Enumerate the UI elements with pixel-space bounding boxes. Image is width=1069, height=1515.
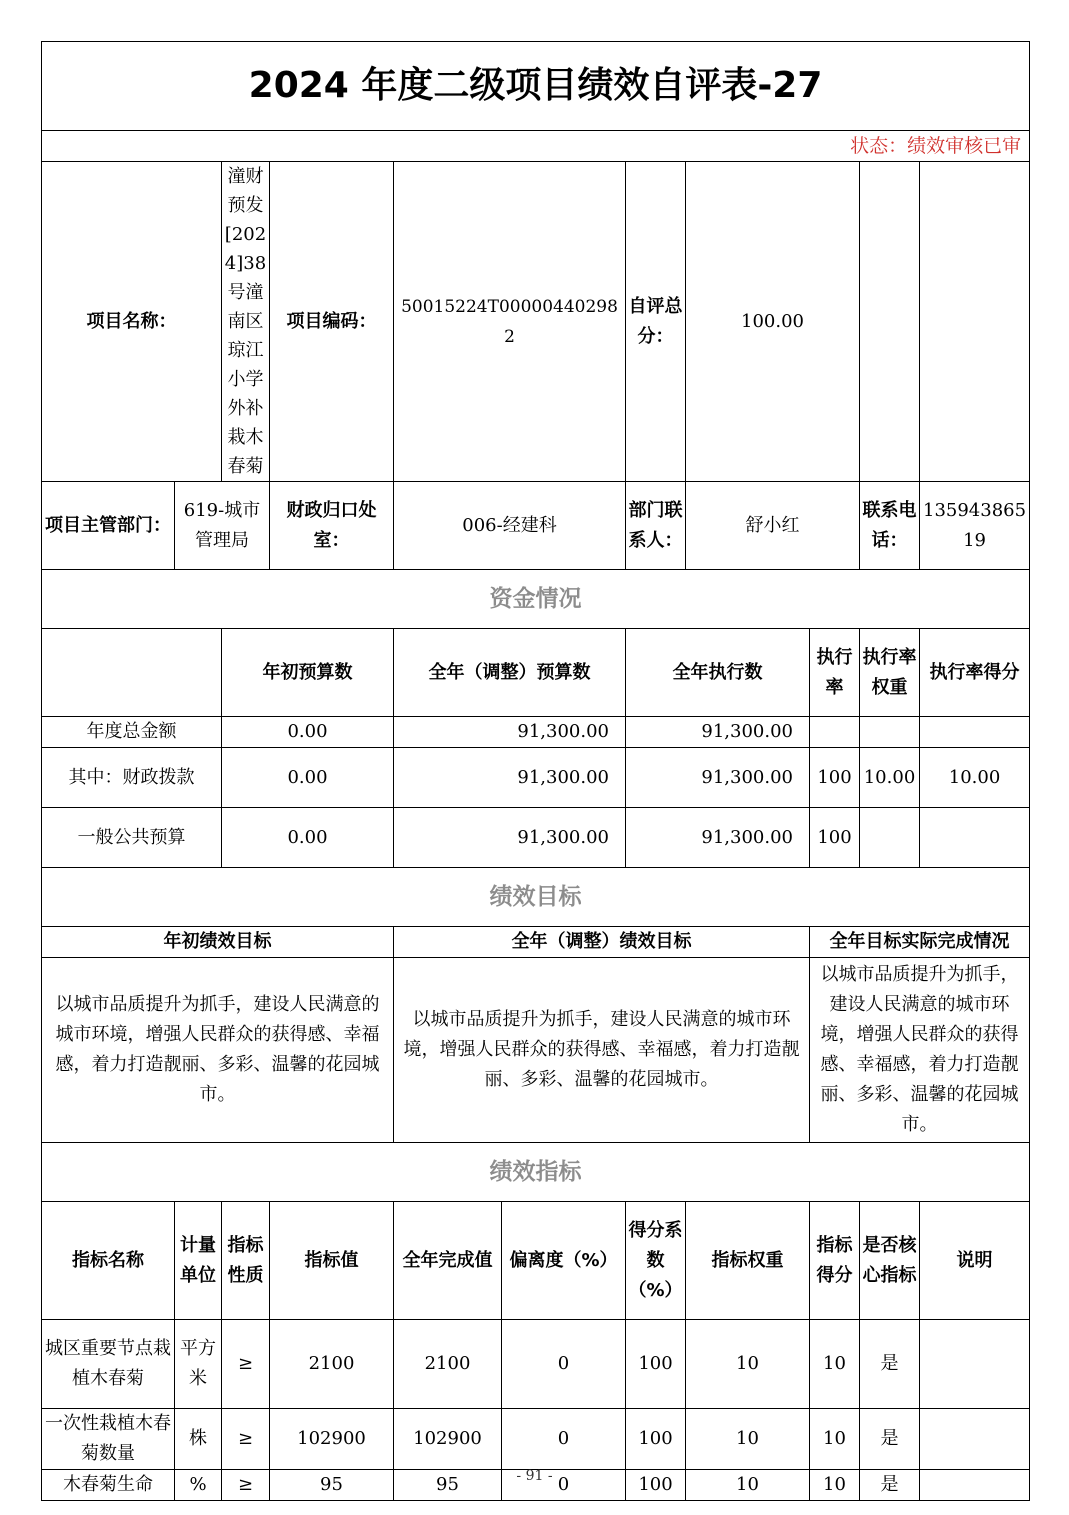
score-label: 自评总分： — [626, 162, 686, 482]
ind-unit: 株 — [175, 1409, 222, 1470]
ind-deviation: 0 — [502, 1409, 626, 1470]
project-code-label: 项目编码： — [270, 162, 394, 482]
funds-row-label: 其中：财政拨款 — [42, 748, 222, 808]
empty-cell — [920, 162, 1030, 482]
ind-header-target: 指标值 — [270, 1202, 394, 1320]
empty-cell — [860, 162, 920, 482]
ind-target: 95 — [270, 1470, 394, 1501]
ind-weight: 10 — [686, 1470, 810, 1501]
ind-deviation: 0 — [502, 1320, 626, 1409]
funds-row-score — [920, 717, 1030, 748]
dept-value: 619-城市管理局 — [175, 482, 270, 570]
funds-row-initial: 0.00 — [222, 748, 394, 808]
goals-header-initial: 年初绩效目标 — [42, 927, 394, 958]
ind-name: 一次性栽植木春菊数量 — [42, 1409, 175, 1470]
ind-actual: 102900 — [394, 1409, 502, 1470]
phone-value: 13594386519 — [920, 482, 1030, 570]
status-badge: 状态：绩效审核已审 — [42, 131, 1030, 162]
ind-actual: 95 — [394, 1470, 502, 1501]
indicators-section-title: 绩效指标 — [42, 1143, 1030, 1202]
ind-header-unit: 计量单位 — [175, 1202, 222, 1320]
ind-deviation: 0 — [502, 1470, 626, 1501]
contact-label: 部门联系人： — [626, 482, 686, 570]
funds-row-initial: 0.00 — [222, 808, 394, 868]
ind-nature: ≥ — [222, 1320, 270, 1409]
funds-row-rate: 100 — [810, 748, 860, 808]
funds-row-executed: 91,300.00 — [626, 748, 810, 808]
funds-row-adjusted: 91,300.00 — [394, 808, 626, 868]
ind-header-actual: 全年完成值 — [394, 1202, 502, 1320]
funds-header-weight: 执行率权重 — [860, 629, 920, 717]
ind-unit: % — [175, 1470, 222, 1501]
funds-header-executed: 全年执行数 — [626, 629, 810, 717]
ind-header-nature: 指标性质 — [222, 1202, 270, 1320]
page-number: - 91 - — [516, 1468, 553, 1484]
funds-row-weight — [860, 717, 920, 748]
ind-header-deviation: 偏离度（%） — [502, 1202, 626, 1320]
contact-value: 舒小红 — [686, 482, 860, 570]
ind-core: 是 — [860, 1409, 920, 1470]
ind-coef: 100 — [626, 1409, 686, 1470]
funds-row-weight: 10.00 — [860, 748, 920, 808]
ind-target: 2100 — [270, 1320, 394, 1409]
page-title: 2024 年度二级项目绩效自评表-27 — [42, 42, 1030, 131]
ind-core: 是 — [860, 1470, 920, 1501]
ind-coef: 100 — [626, 1470, 686, 1501]
ind-header-core: 是否核心指标 — [860, 1202, 920, 1320]
ind-nature: ≥ — [222, 1409, 270, 1470]
funds-row-rate: 100 — [810, 808, 860, 868]
finance-label: 财政归口处室： — [270, 482, 394, 570]
form-table — [41, 41, 1030, 1501]
ind-coef: 100 — [626, 1320, 686, 1409]
ind-score: 10 — [810, 1409, 860, 1470]
funds-header-rate: 执行率 — [810, 629, 860, 717]
funds-row-rate — [810, 717, 860, 748]
phone-label: 联系电话： — [860, 482, 920, 570]
funds-header-adjusted: 全年（调整）预算数 — [394, 629, 626, 717]
evaluation-form — [41, 41, 1029, 1501]
ind-name: 城区重要节点栽植木春菊 — [42, 1320, 175, 1409]
ind-nature: ≥ — [222, 1470, 270, 1501]
ind-name: 木春菊生命 — [42, 1470, 175, 1501]
funds-header-score: 执行率得分 — [920, 629, 1030, 717]
funds-row-weight — [860, 808, 920, 868]
goal-actual-text: 以城市品质提升为抓手，建设人民满意的城市环境，增强人民群众的获得感、幸福感，着力打造靓丽、多彩、温馨的花园城市。 — [810, 958, 1030, 1143]
project-name-label: 项目名称： — [42, 162, 222, 482]
funds-header-initial: 年初预算数 — [222, 629, 394, 717]
ind-core: 是 — [860, 1320, 920, 1409]
goal-initial-text: 以城市品质提升为抓手，建设人民满意的城市环境，增强人民群众的获得感、幸福感，着力打造靓丽、多彩、温馨的花园城市。 — [42, 958, 394, 1143]
ind-header-score: 指标得分 — [810, 1202, 860, 1320]
table-row — [42, 1320, 1030, 1409]
ind-unit: 平方米 — [175, 1320, 222, 1409]
ind-header-weight: 指标权重 — [686, 1202, 810, 1320]
funds-row-label: 一般公共预算 — [42, 808, 222, 868]
funds-row-score: 10.00 — [920, 748, 1030, 808]
project-name-value: 潼财预发[2024]38 号潼南区琼江小学外补栽木春菊 — [222, 162, 270, 482]
finance-value: 006-经建科 — [394, 482, 626, 570]
ind-header-note: 说明 — [920, 1202, 1030, 1320]
funds-row-adjusted: 91,300.00 — [394, 748, 626, 808]
ind-weight: 10 — [686, 1320, 810, 1409]
ind-weight: 10 — [686, 1409, 810, 1470]
ind-note — [920, 1409, 1030, 1470]
ind-actual: 2100 — [394, 1320, 502, 1409]
project-code-value: 50015224T000004402982 — [394, 162, 626, 482]
funds-row-executed: 91,300.00 — [626, 717, 810, 748]
funds-row-score — [920, 808, 1030, 868]
ind-score: 10 — [810, 1470, 860, 1501]
goal-adjusted-text: 以城市品质提升为抓手，建设人民满意的城市环境，增强人民群众的获得感、幸福感，着力打造靓丽、多彩、温馨的花园城市。 — [394, 958, 810, 1143]
table-row — [42, 1409, 1030, 1470]
goals-section-title: 绩效目标 — [42, 868, 1030, 927]
empty-header — [42, 629, 222, 717]
goals-header-actual: 全年目标实际完成情况 — [810, 927, 1030, 958]
funds-row-label: 年度总金额 — [42, 717, 222, 748]
funds-row-executed: 91,300.00 — [626, 808, 810, 868]
ind-target: 102900 — [270, 1409, 394, 1470]
ind-score: 10 — [810, 1320, 860, 1409]
funds-row-adjusted: 91,300.00 — [394, 717, 626, 748]
ind-header-coef: 得分系数（%） — [626, 1202, 686, 1320]
ind-note — [920, 1320, 1030, 1409]
funds-section-title: 资金情况 — [42, 570, 1030, 629]
dept-label: 项目主管部门： — [42, 482, 175, 570]
goals-header-adjusted: 全年（调整）绩效目标 — [394, 927, 810, 958]
funds-row-initial: 0.00 — [222, 717, 394, 748]
score-value: 100.00 — [686, 162, 860, 482]
ind-header-name: 指标名称 — [42, 1202, 175, 1320]
